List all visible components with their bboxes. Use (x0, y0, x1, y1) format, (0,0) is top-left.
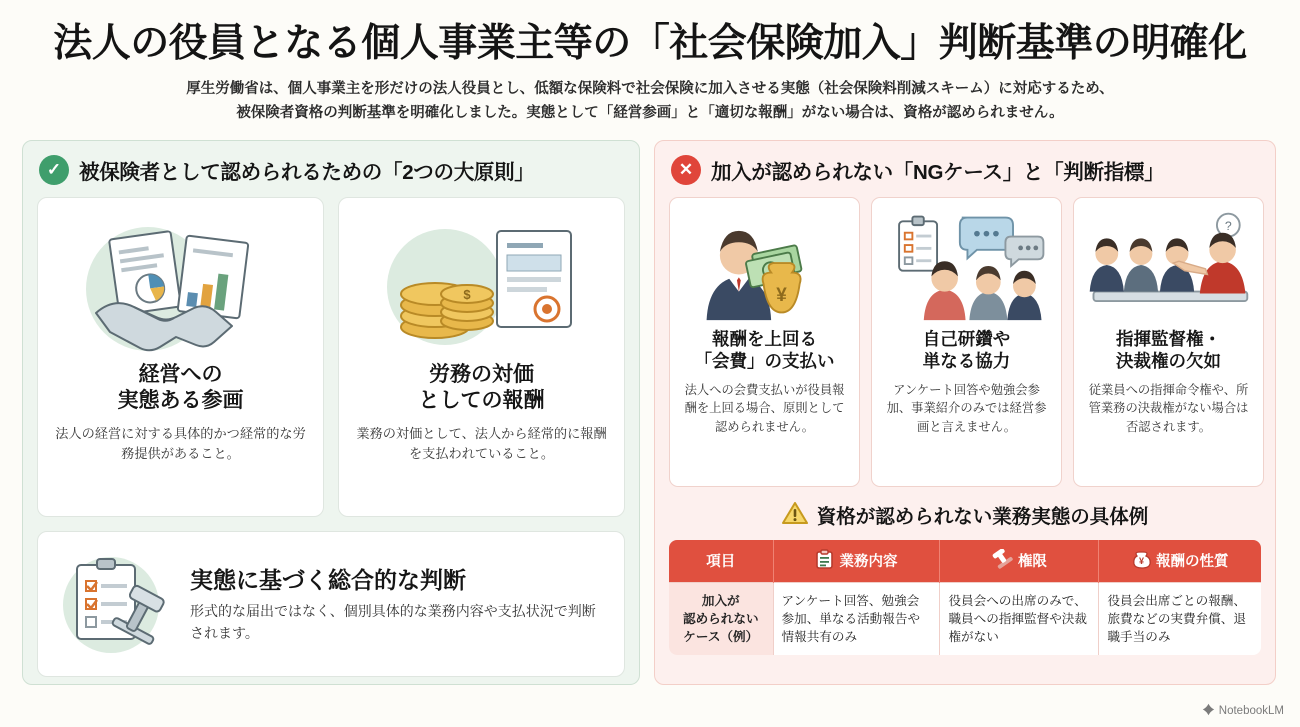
table-header-item (669, 540, 773, 583)
pointing-boss-icon (1084, 206, 1253, 324)
meeting-survey-icon (882, 206, 1051, 324)
title-line-2: 単なる協力 (922, 351, 1011, 372)
examples-table-head (669, 540, 1261, 583)
ng-card-self-study-desc: アンケート回答や勉強会参加、事業紹介のみでは経営参画と言えません。 (886, 383, 1047, 434)
table-row-label (669, 582, 773, 655)
ng-card-fee-payment-title (695, 328, 835, 374)
ng-card-self-study (871, 197, 1062, 487)
cross-icon: ✕ (671, 155, 701, 185)
table-cell-authority: 役員会への出席のみで、職員への指揮監督や決裁権がない (940, 582, 1099, 655)
header-label: 報酬の性質 (1155, 554, 1229, 571)
principle-cards (37, 197, 625, 517)
row-label-line-3: ケース（例） (683, 630, 759, 645)
title-line-2: 決裁権の欠如 (1116, 351, 1221, 372)
clipboard-icon (815, 549, 834, 573)
overall-judgement-desc: 形式的な届出ではなく、個別具体的な業務内容や支払状況で判断されます。 (190, 603, 596, 642)
notebooklm-watermark (1202, 703, 1284, 719)
overall-judgement-title: 実態に基づく総合的な判断 (190, 567, 466, 594)
principles-panel (22, 140, 640, 685)
principle-card-remuneration-desc: 業務の対価として、法人から経常的に報酬を支払われていること。 (356, 426, 607, 462)
svg-text:¥: ¥ (1138, 555, 1144, 566)
notebooklm-label: NotebookLM (1218, 705, 1284, 717)
ng-cases-panel-title: 加入が認められない「NGケース」と「判断指標」 (711, 160, 1165, 184)
table-cell-remuneration: 役員会出席ごとの報酬、旅費などの実費弁償、退職手当のみ (1099, 582, 1261, 655)
ng-cases-panel (654, 140, 1276, 685)
title-line-1: 経営への (138, 362, 223, 386)
columns-wrapper (22, 140, 1278, 685)
title-line-2: 実態ある参画 (117, 388, 244, 412)
overall-judgement-card (37, 531, 625, 677)
money-bag-icon (1132, 549, 1151, 573)
ng-card-no-authority (1073, 197, 1264, 487)
table-header-row (669, 540, 1261, 583)
header-label: 権限 (1017, 554, 1047, 571)
principle-card-management (37, 197, 324, 517)
page-subtitle (82, 78, 1218, 126)
header-label: 項目 (706, 554, 736, 571)
ng-card-fee-payment (669, 197, 860, 487)
title-line-1: 報酬を上回る (712, 328, 817, 349)
title-line-1: 指揮監督権・ (1116, 328, 1221, 349)
coins-document-icon (353, 208, 610, 358)
title-line-2: としての報酬 (418, 388, 545, 412)
table-header-remuneration (1099, 540, 1261, 583)
right-column (654, 140, 1276, 685)
row-label-line-2: 認められない (682, 611, 759, 626)
overall-judgement-text (190, 562, 608, 644)
principles-panel-title: 被保険者として認められるための「2つの大原則」 (79, 160, 535, 184)
svg-text:¥: ¥ (776, 284, 787, 306)
checklist-gavel-icon (54, 549, 174, 659)
notebooklm-logo-icon (1202, 703, 1215, 719)
left-column (22, 140, 640, 685)
title-line-1: 労務の対価 (429, 362, 534, 386)
businessman-money-icon (680, 206, 849, 324)
page-title: 法人の役員となる個人事業主等の「社会保険加入」判断基準の明確化 (53, 22, 1247, 65)
ng-card-self-study-title (923, 328, 1011, 374)
ng-card-no-authority-title (1116, 328, 1221, 374)
ng-case-cards (669, 197, 1261, 487)
row-label-line-1: 加入が (701, 593, 740, 608)
principle-card-remuneration-title (419, 362, 545, 415)
svg-text:$: $ (462, 286, 471, 302)
subtitle-line-1: 厚生労働省は、個人事業主を形だけの法人役員とし、低額な保険料で社会保険に加入させる実態（社会保険料削減スキーム）に対応するため、 (186, 80, 1114, 97)
check-icon: ✓ (39, 155, 69, 185)
header-label: 業務内容 (839, 554, 898, 571)
table-header-authority (940, 540, 1099, 583)
principle-card-management-desc: 法人の経営に対する具体的かつ経常的な労務提供があること。 (55, 426, 306, 462)
gavel-icon (992, 549, 1013, 573)
examples-table (669, 540, 1261, 656)
svg-text:?: ? (1224, 218, 1232, 233)
principles-panel-header (39, 155, 625, 185)
examples-subheading-text: 資格が認められない業務実態の具体例 (816, 506, 1149, 529)
title-line-1: 自己研鑽や (922, 328, 1011, 349)
principle-card-management-title (118, 362, 244, 415)
title-line-2: 「会費」の支払い (694, 351, 835, 372)
ng-cases-panel-header (671, 155, 1261, 185)
table-cell-duties: アンケート回答、勉強会参加、単なる活動報告や情報共有のみ (773, 582, 940, 655)
table-header-duties (773, 540, 940, 583)
handshake-documents-icon (52, 208, 309, 358)
ng-card-fee-payment-desc: 法人への会費支払いが役員報酬を上回る場合、原則として認められません。 (684, 383, 845, 434)
principle-card-remuneration (338, 197, 625, 517)
subtitle-line-2: 被保険者資格の判断基準を明確化しました。実態として「経営参画」と「適切な報酬」がない場合は、資格が認められません。 (236, 104, 1064, 121)
examples-table-body (669, 582, 1261, 655)
table-row (669, 582, 1261, 655)
examples-subheading (669, 501, 1261, 530)
ng-card-no-authority-desc: 従業員への指揮命令権や、所管業務の決裁権がない場合は否認されます。 (1088, 383, 1249, 434)
warning-triangle-icon (782, 501, 808, 530)
